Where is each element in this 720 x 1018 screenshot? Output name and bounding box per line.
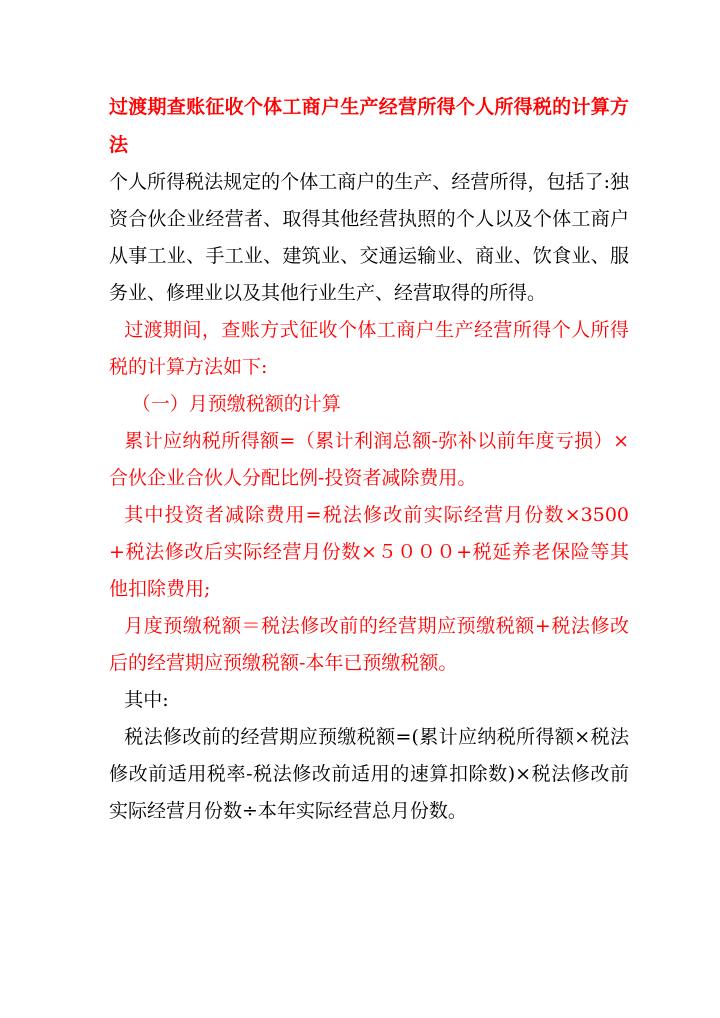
paragraph-definition: 个人所得税法规定的个体工商户的生产、经营所得，包括了:独资合伙企业经营者、取得其他经营执照的个人以及个体工商户从事工业、手工业、建筑业、交通运输业、商业、饮食业、服务业、修理业以及其他行业生产、经营取得的所得。 xyxy=(109,171,629,304)
document-title: 过渡期查账征收个体工商户生产经营所得个人所得税的计算方法 xyxy=(109,96,629,156)
paragraph-taxable-income-formula: 累计应纳税所得额=（累计利润总额-弥补以前年度亏损）×合伙企业合伙人分配比例-投资者减除费用。 xyxy=(109,430,629,489)
paragraph-wherein: 其中: xyxy=(124,689,169,711)
paragraph-deduction-formula: 其中投资者减除费用=税法修改前实际经营月份数×3500+税法修改后实际经营月份数×５０００+税延养老保险等其他扣除费用; xyxy=(109,504,629,600)
paragraph-intro: 过渡期间，查账方式征收个体工商户生产经营所得个人所得税的计算方法如下: xyxy=(109,319,629,378)
paragraph-monthly-prepayment-formula: 月度预缴税额＝税法修改前的经营期应预缴税额+税法修改后的经营期应预缴税额-本年已预缴税额。 xyxy=(109,615,629,674)
section-heading-monthly-prepayment: （一）月预缴税额的计算 xyxy=(131,393,341,415)
paragraph-pre-reform-prepayment-formula: 税法修改前的经营期应预缴税额=(累计应纳税所得额×税法修改前适用税率-税法修改前适用的速算扣除数)×税法修改前实际经营月份数÷本年实际经营总月份数。 xyxy=(109,726,629,822)
document-page xyxy=(109,88,629,830)
